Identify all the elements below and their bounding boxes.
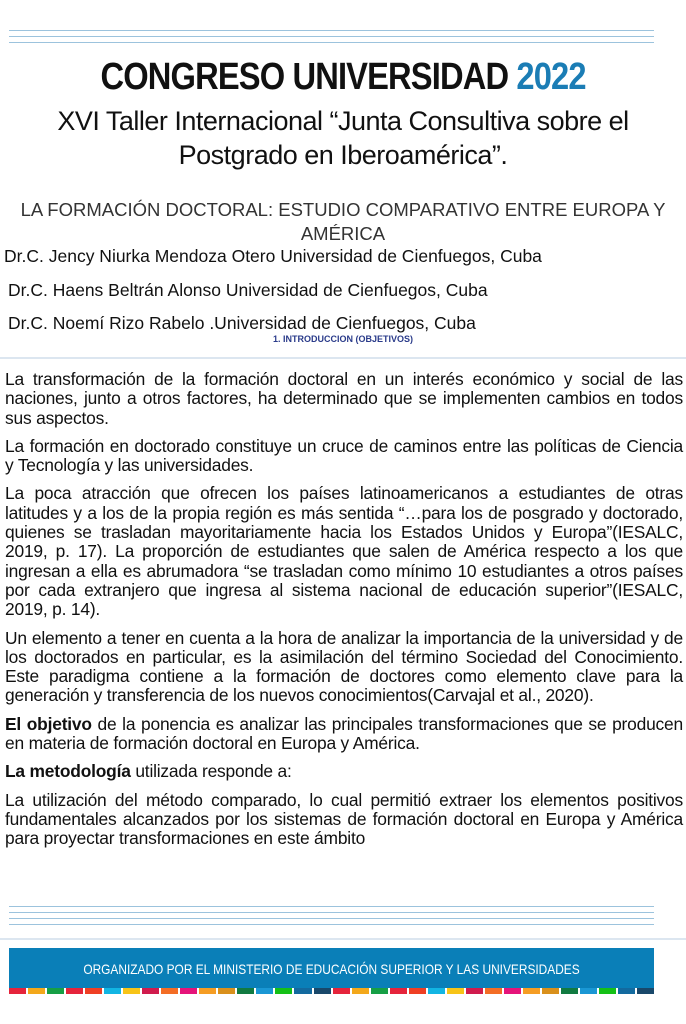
section-heading: 1. INTRODUCCION (OBJETIVOS): [272, 334, 413, 344]
color-stripe-segment: [142, 988, 159, 994]
methodology-label: La metodología: [5, 761, 131, 782]
color-stripe-segment: [294, 988, 311, 994]
author-1: Dr.C. Jency Niurka Mendoza Otero Universidad de Cienfuegos, Cuba: [4, 246, 542, 266]
color-stripe-segment: [237, 988, 254, 994]
color-stripe-segment: [47, 988, 64, 994]
color-stripe-segment: [637, 988, 654, 994]
author-3: Dr.C. Noemí Rizo Rabelo .Universidad de Cienfuegos, Cuba: [8, 313, 476, 333]
color-stripe-segment: [314, 988, 331, 994]
methodology-text: utilizada responde a:: [130, 761, 292, 782]
objective-label: El objetivo: [5, 713, 92, 734]
color-stripe-segment: [390, 988, 407, 994]
workshop-subtitle: [0, 104, 686, 172]
title-text: CONGRESO UNIVERSIDAD: [100, 56, 509, 98]
color-stripe-segment: [485, 988, 502, 994]
author-2: Dr.C. Haens Beltrán Alonso Universidad de Cienfuegos, Cuba: [8, 280, 488, 300]
color-stripe-segment: [466, 988, 483, 994]
top-decorative-lines: [9, 30, 654, 48]
paragraph: La transformación de la formación doctoral en un interés económico y social de las naciones, junto a otros factores, ha determinado que se implementen cambios en todos sus aspectos.: [5, 369, 683, 428]
color-stripe-segment: [352, 988, 369, 994]
color-stripe-segment: [371, 988, 388, 994]
color-stripe-segment: [85, 988, 102, 994]
color-stripe-segment: [180, 988, 197, 994]
color-stripe-segment: [9, 988, 26, 994]
congress-title: [0, 56, 686, 99]
divider: [0, 938, 686, 940]
divider: [0, 357, 686, 359]
color-stripe: [9, 988, 654, 994]
color-stripe-segment: [618, 988, 635, 994]
paragraph-methodology: [5, 762, 683, 781]
color-stripe-segment: [580, 988, 597, 994]
color-stripe-segment: [428, 988, 445, 994]
color-stripe-segment: [599, 988, 616, 994]
color-stripe-segment: [218, 988, 235, 994]
color-stripe-segment: [256, 988, 273, 994]
paragraph: La utilización del método comparado, lo cual permitió extraer los elementos positivos fundamentales alcanzados por los sistemas de formación doctoral en Europa y América para proyectar transformaciones en este ámbito: [5, 789, 683, 849]
paragraph: La poca atracción que ofrecen los países latinoamericanos a estudiantes de otras latitudes y a los de la propia región es más sentida “…para los de posgrado y doctorado, quienes se trasladan mayoritariamente hacia los Estados Unidos y Europa”(IESALC, 2019, p. 17). La proporción de estudiantes que salen de América respecto a los que ingresan a ella es abrumadora “se trasladan como mínimo 10 estudiantes a otros países por cada extranjero que ingresa al sistema nacional de educación superior”(IESALC, 2019, p. 14).: [5, 483, 683, 620]
color-stripe-segment: [447, 988, 464, 994]
color-stripe-segment: [542, 988, 559, 994]
paragraph: La formación en doctorado constituye un cruce de caminos entre las políticas de Ciencia y Tecnología y las universidades.: [5, 435, 683, 476]
subtitle-line-2: Postgrado en Iberoamérica”.: [178, 140, 508, 170]
paragraph-objective: [5, 715, 683, 754]
paper-title: LA FORMACIÓN DOCTORAL: ESTUDIO COMPARATIVO ENTRE EUROPA Y AMÉRICA: [20, 199, 666, 244]
color-stripe-segment: [104, 988, 121, 994]
color-stripe-segment: [561, 988, 578, 994]
bottom-decorative-lines: [9, 906, 654, 930]
color-stripe-segment: [275, 988, 292, 994]
subtitle-line-1: XVI Taller Internacional “Junta Consultiva sobre el: [57, 106, 629, 136]
footer-text: ORGANIZADO POR EL MINISTERIO DE EDUCACIÓN SUPERIOR Y LAS UNIVERSIDADES CUBANAS: [83, 961, 580, 1019]
title-year: 2022: [516, 56, 586, 98]
color-stripe-segment: [199, 988, 216, 994]
color-stripe-segment: [504, 988, 521, 994]
color-stripe-segment: [523, 988, 540, 994]
color-stripe-segment: [333, 988, 350, 994]
paragraph: Un elemento a tener en cuenta a la hora de analizar la importancia de la universidad y de los doctorados en particular, es la asimilación del término Sociedad del Conocimiento. Este paradigma contiene a la formación de doctores como elemento clave para la generación y transferencia de los nuevos conocimientos(Carvajal et al., 2020).: [5, 627, 683, 706]
objective-text: de la ponencia es analizar las principales transformaciones que se producen en materia de formación doctoral en Europa y América.: [5, 713, 683, 754]
body-text: [5, 370, 683, 858]
color-stripe-segment: [28, 988, 45, 994]
footer-banner: [9, 948, 654, 1019]
color-stripe-segment: [161, 988, 178, 994]
color-stripe-segment: [409, 988, 426, 994]
color-stripe-segment: [123, 988, 140, 994]
color-stripe-segment: [66, 988, 83, 994]
